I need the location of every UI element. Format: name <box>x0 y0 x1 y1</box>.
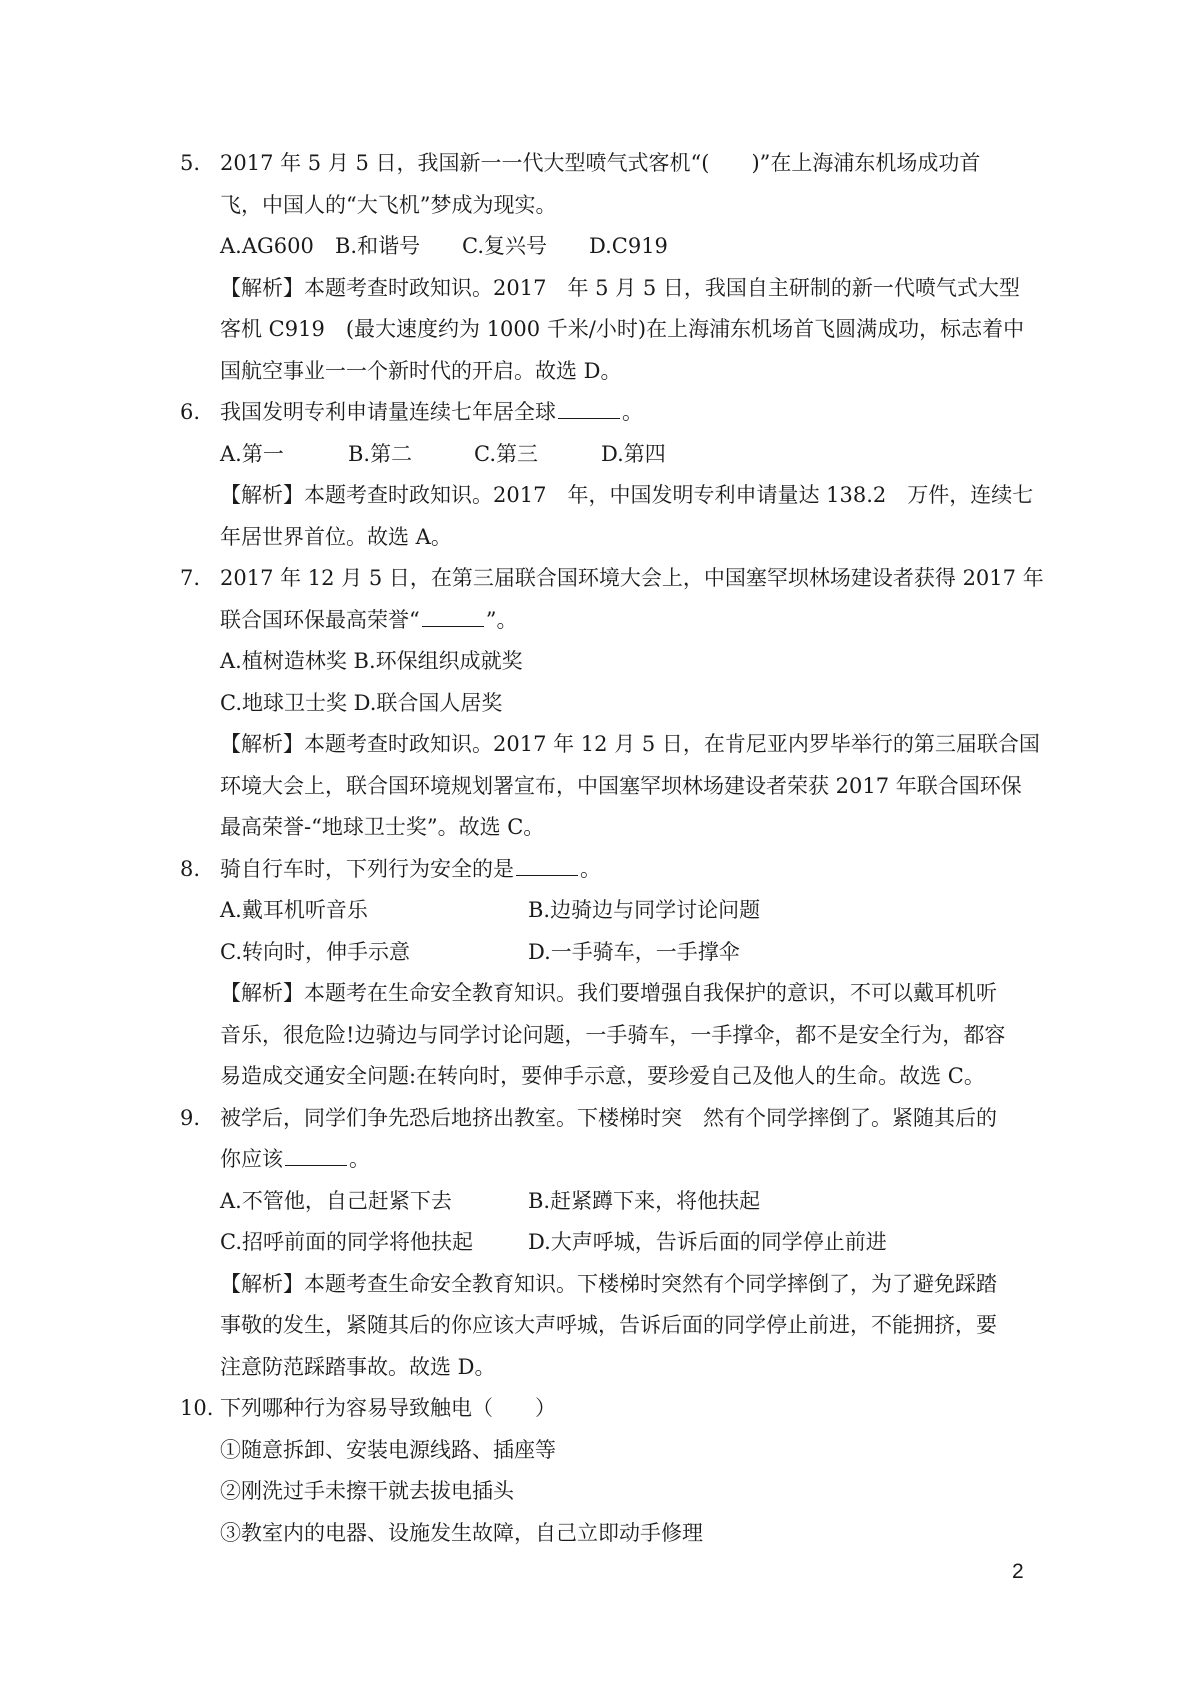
question-6-analysis-line1: 【解析】本题考查时政知识。2017 年，中国发明专利申请量达 138.2 万件，连续七 <box>220 483 1034 507</box>
question-10-item-3: ③教室内的电器、设施发生故障，自己立即动手修理 <box>220 1521 703 1545</box>
answer-blank <box>558 400 620 419</box>
question-5-option-a: A.AG600 <box>220 234 314 258</box>
question-7-stem-line1: 2017 年 12 月 5 日，在第三届联合国环境大会上，中国塞罕坝林场建设者获得 2017 年 <box>220 566 1044 590</box>
question-7-analysis-line3: 最高荣誉-“地球卫士奖”。故选 C。 <box>220 815 545 839</box>
question-5-analysis-line1: 【解析】本题考查时政知识。2017 年 5 月 5 日，我国自主研制的新一代喷气式大型 <box>220 276 1020 300</box>
question-5-stem-line1: 2017 年 5 月 5 日，我国新一一代大型喷气式客机“( )”在上海浦东机场成功首 <box>220 151 981 175</box>
question-6-stem: 我国发明专利申请量连续七年居全球 。 <box>220 400 643 424</box>
question-6-number: 6. <box>180 400 201 424</box>
question-5-option-b: B.和谐号 <box>335 234 421 258</box>
question-9-option-b: B.赶紧蹲下来，将他扶起 <box>528 1189 761 1213</box>
question-8-analysis-line1: 【解析】本题考在生命安全教育知识。我们要增强自我保护的意识，不可以戴耳机听 <box>220 981 997 1005</box>
question-6-analysis-line2: 年居世界首位。故选 A。 <box>220 525 452 549</box>
question-10-item-2: ②刚洗过手未擦干就去拔电插头 <box>220 1479 514 1503</box>
question-5-option-c: C.复兴号 <box>462 234 547 258</box>
question-10-stem: 下列哪种行为容易导致触电（ ） <box>220 1396 556 1420</box>
page-number: 2 <box>1012 1560 1024 1583</box>
question-9-analysis-line3: 注意防范踩踏事故。故选 D。 <box>220 1355 496 1379</box>
question-5-stem-line2: 飞，中国人的“大飞机”梦成为现实。 <box>220 193 557 217</box>
answer-blank <box>285 1147 347 1166</box>
question-8-analysis-line2: 音乐，很危险!边骑边与同学讨论问题，一手骑车，一手撑伞，都不是安全行为，都容 <box>220 1023 1006 1047</box>
question-9-analysis-line2: 事敬的发生，紧随其后的你应该大声呼城，告诉后面的同学停止前进，不能拥挤，要 <box>220 1313 997 1337</box>
question-9-option-a: A.不管他，自己赶紧下去 <box>220 1189 452 1213</box>
question-6-option-c: C.第三 <box>474 442 538 466</box>
question-10-number: 10. <box>180 1396 214 1420</box>
question-6-option-d: D.第四 <box>601 442 666 466</box>
question-7-analysis-line1: 【解析】本题考查时政知识。2017 年 12 月 5 日，在肯尼亚内罗毕举行的第三届联合国 <box>220 732 1040 756</box>
question-9-option-c: C.招呼前面的同学将他扶起 <box>220 1230 473 1254</box>
question-9-number: 9. <box>180 1106 201 1130</box>
question-7-number: 7. <box>180 566 201 590</box>
question-5-analysis-line2: 客机 C919 (最大速度约为 1000 千米/小时)在上海浦东机场首飞圆满成功，标志着中 <box>220 317 1025 341</box>
question-7-stem-line2: 联合国环保最高荣誉“ ”。 <box>220 608 518 632</box>
question-8-analysis-line3: 易造成交通安全问题:在转向时，要伸手示意，要珍爱自己及他人的生命。故选 C。 <box>220 1064 985 1088</box>
question-5-analysis-line3: 国航空事业一一个新时代的开启。故选 D。 <box>220 359 622 383</box>
question-8-stem: 骑自行车时，下列行为安全的是 。 <box>220 857 601 881</box>
answer-blank <box>516 857 578 876</box>
question-10-item-1: ①随意拆卸、安装电源线路、插座等 <box>220 1438 556 1462</box>
question-9-stem-line1: 被学后，同学们争先恐后地挤出教室。下楼梯时突 然有个同学摔倒了。紧随其后的 <box>220 1106 997 1130</box>
question-5-number: 5. <box>180 151 201 175</box>
question-6-option-a: A.第一 <box>220 442 284 466</box>
question-8-option-a: A.戴耳机听音乐 <box>220 898 368 922</box>
question-8-option-c: C.转向时，伸手示意 <box>220 940 410 964</box>
question-7-options-cd: C.地球卫士奖 D.联合国人居奖 <box>220 691 503 715</box>
question-9-analysis-line1: 【解析】本题考查生命安全教育知识。下楼梯时突然有个同学摔倒了，为了避免踩踏 <box>220 1272 997 1296</box>
question-8-option-b: B.边骑边与同学讨论问题 <box>528 898 761 922</box>
question-7-analysis-line2: 环境大会上，联合国环境规划署宣布，中国塞罕坝林场建设者荣获 2017 年联合国环保 <box>220 774 1022 798</box>
question-8-option-d: D.一手骑车，一手撑伞 <box>528 940 740 964</box>
question-5-option-d: D.C919 <box>589 234 668 258</box>
question-9-stem-line2: 你应该 。 <box>220 1147 370 1171</box>
question-6-option-b: B.第二 <box>348 442 413 466</box>
question-7-options-ab: A.植树造林奖 B.环保组织成就奖 <box>220 649 523 673</box>
question-9-option-d: D.大声呼城，告诉后面的同学停止前进 <box>528 1230 887 1254</box>
question-8-number: 8. <box>180 857 201 881</box>
answer-blank <box>422 608 484 627</box>
